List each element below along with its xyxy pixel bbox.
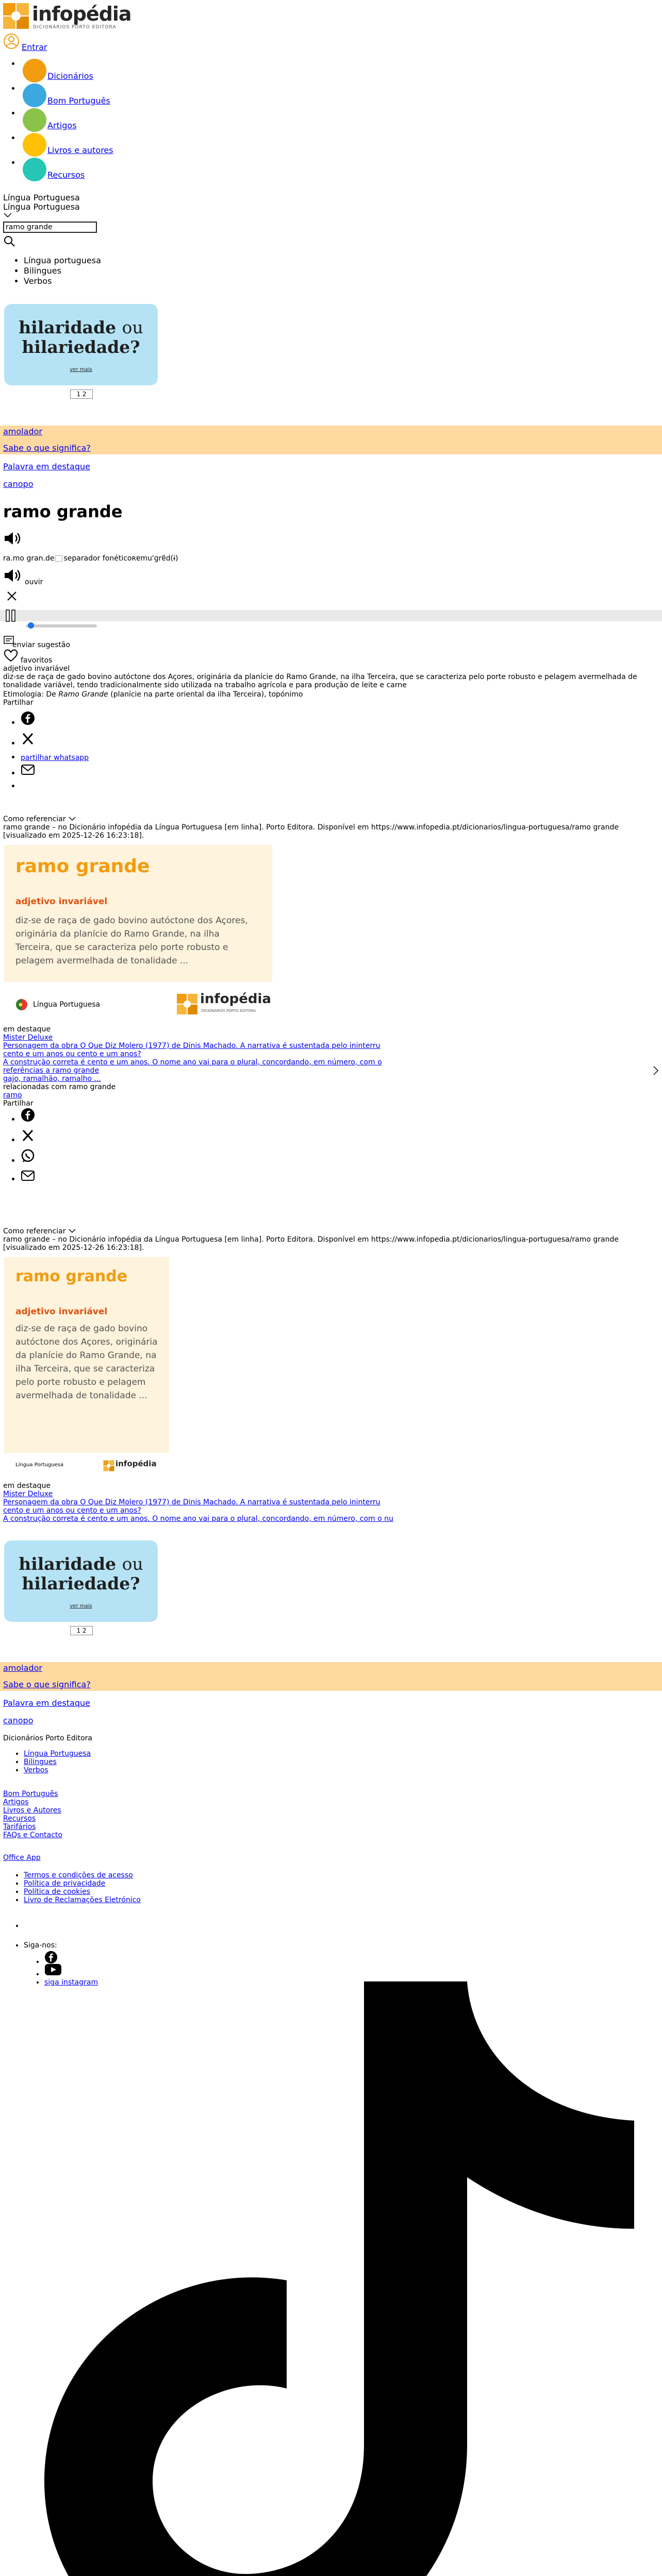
carousel-dots[interactable]: 1 2 [70, 389, 93, 399]
footer-link[interactable]: Tarifários [3, 1823, 36, 1831]
card-brand-sub: DICIONÁRIOS PORTO EDITORA [201, 1009, 256, 1013]
facebook-icon[interactable] [21, 711, 35, 725]
email-icon[interactable] [21, 1170, 35, 1182]
share-email[interactable] [21, 1170, 175, 1190]
footer-dicts [24, 1750, 91, 1774]
office-app-link[interactable]: Office App [3, 1854, 41, 1862]
listen-label[interactable]: ouvir [25, 578, 43, 586]
citation-text: ramo grande – no Dicionário infopédia da Língua Portuguesa [em linha]. Porto Editora. Disponível em https://www.infopedia.pt/dicionarios/lingua-portuguesa/ramo grande [visualizado em 2025-12-26 16:23:18]. [3, 823, 619, 840]
footer-dict-link[interactable]: Língua Portuguesa [24, 1750, 91, 1758]
suggest-link[interactable]: enviar sugestão [12, 641, 71, 649]
destaque-item[interactable]: A construção correta é cento e um anos. O nome ano vai para o plural, concordando, em número, com o nu [3, 1515, 393, 1523]
slider-thumb[interactable] [28, 622, 34, 629]
entry-title: ramo grande [3, 502, 123, 521]
destaque-item[interactable]: cento e um anos ou cento e um anos? [3, 1050, 141, 1058]
share-list [21, 711, 175, 788]
card-title: ramo grande [15, 856, 150, 877]
card-footer [4, 982, 272, 1025]
footer-legal [24, 1871, 141, 1904]
share-label: Partilhar [3, 699, 34, 707]
chevron-right-icon[interactable] [653, 1065, 659, 1076]
syllables: ra.mo gran.de [3, 554, 55, 563]
citation-label[interactable]: Como referenciar [3, 1227, 76, 1236]
email-icon[interactable] [21, 764, 35, 776]
footer-dicts-title: Dicionários Porto Editora [3, 1734, 93, 1742]
youtube-icon[interactable] [44, 1963, 62, 1976]
ipa: ʀɐmu'ɡrɐ̃d(ɨ) [131, 554, 178, 563]
heart-icon[interactable] [3, 648, 19, 663]
share-facebook[interactable] [21, 1108, 175, 1128]
card-title: ramo grande [15, 1267, 128, 1285]
footer-links [3, 1790, 62, 1839]
search-scope-label: Língua Portuguesa [3, 193, 80, 202]
card-language: Língua Portuguesa [33, 1001, 101, 1009]
nav-label[interactable]: • Livros e autores [47, 145, 113, 155]
share-card [4, 845, 272, 1025]
card-pos: adjetivo invariável [15, 896, 108, 907]
featured-label[interactable]: Palavra em destaque [3, 462, 90, 471]
footer-link[interactable]: Bom Português [3, 1790, 58, 1798]
promo-more-link[interactable]: ver mais [70, 1603, 92, 1609]
logo-mark-icon [2, 2, 30, 30]
share-empty [21, 781, 175, 788]
nav-label[interactable]: • Recursos [47, 170, 85, 180]
chevron-down-icon[interactable] [68, 816, 76, 821]
logo-text: infopédia [32, 3, 131, 25]
promo-line1: hilaridade ou [19, 1554, 143, 1574]
promo-card[interactable] [4, 1540, 158, 1622]
nav-item-livros[interactable] [21, 133, 227, 158]
audio-slider[interactable] [26, 624, 97, 628]
citation-text: ramo grande – no Dicionário infopédia da Língua Portuguesa [em linha]. Porto Editora. Disponível em https://www.infopedia.pt/dicionarios/lingua-portuguesa/ramo grande [visualizado em 2025-12-26 16:23:18]. [3, 1235, 619, 1252]
phonetic-line [3, 554, 178, 563]
share-facebook[interactable] [21, 711, 175, 732]
related-word[interactable]: ramo [3, 1091, 22, 1099]
search-icon[interactable] [3, 235, 15, 247]
share-card-small [4, 1257, 169, 1479]
nav-item-bom-portugues[interactable] [21, 83, 227, 108]
etymology: Etimologia: De Ramo Grande (planície na parte oriental da ilha Terceira), topónimo [3, 690, 303, 699]
site-logo[interactable] [2, 2, 131, 32]
part-of-speech: adjetivo invariável [3, 665, 70, 673]
chevron-down-icon[interactable] [68, 1228, 76, 1233]
follow-label: • Siga-nos: [24, 1941, 57, 1950]
x-icon[interactable] [21, 1128, 35, 1143]
search-input[interactable] [3, 222, 97, 233]
featured-label[interactable]: Palavra em destaque [3, 1698, 90, 1708]
nav-label[interactable]: • Artigos [47, 121, 77, 130]
destaque-item[interactable]: cento e um anos ou cento e um anos? [3, 1506, 141, 1515]
legal-link[interactable]: Termos e condições de acesso [24, 1871, 133, 1879]
card-definition: diz-se de raça de gado bovino autóctone dos Açores, originária da planície do Ramo Grande, na ilha Terceira, que se caracteriza pelo porte robusto e pelagem avermelhada de tonalidade ... [15, 916, 248, 966]
tiktok-icon[interactable] [44, 1981, 634, 2576]
card-footer [4, 1453, 169, 1479]
card-brand: infopédia [200, 991, 271, 1007]
footer-dict-link[interactable]: Bilingues [24, 1758, 57, 1766]
destaque-item[interactable]: Personagem da obra O Que Diz Molero (1977) de Dinis Machado. A narrativa é sustentada pelo ininterru [3, 1498, 380, 1506]
quill-icon [23, 83, 46, 107]
quiz-word[interactable]: amolador [3, 427, 42, 436]
resources-icon [23, 158, 46, 181]
user-icon [3, 33, 20, 49]
etymology-term: Ramo Grande [58, 690, 108, 699]
footer-dict-link[interactable]: Verbos [24, 1766, 48, 1774]
related-label: relacionadas com ramo grande [3, 1083, 116, 1091]
destaque-item[interactable]: Personagem da obra O Que Diz Molero (1977) de Dinis Machado. A narrativa é sustentada pelo ininterru [3, 1042, 380, 1050]
logo-mark-icon [103, 1460, 114, 1471]
legal-link[interactable]: Livro de Reclamações Eletrónico [24, 1896, 141, 1904]
quiz-question[interactable]: Sabe o que significa? [3, 443, 91, 453]
speaker-icon[interactable] [3, 531, 22, 546]
share-label: Partilhar [3, 1099, 34, 1108]
login-link[interactable] [3, 33, 47, 54]
word-quiz-band[interactable] [0, 1662, 662, 1691]
audio-progress-bar[interactable] [0, 610, 662, 621]
quiz-question[interactable]: Sabe o que significa? [3, 1680, 91, 1689]
featured-word[interactable]: canopo [3, 1716, 34, 1725]
logo-mark-icon [176, 993, 198, 1015]
speaker-icon[interactable] [3, 568, 22, 583]
search-option[interactable]: • Bilingues [24, 266, 101, 276]
portugal-flag-icon [15, 998, 28, 1011]
facebook-icon[interactable] [44, 1951, 58, 1964]
promo-card[interactable] [4, 304, 158, 385]
destaque-item[interactable]: A construção correta é cento e um anos. O nome ano vai para o plural, concordando, em número, com o [3, 1058, 382, 1066]
instagram-image-alt[interactable]: siga instagram [44, 1978, 98, 1987]
nav-item-recursos[interactable] [21, 158, 227, 182]
promo-line2: hilariedade? [22, 1573, 140, 1594]
pause-icon[interactable] [5, 609, 16, 622]
x-icon[interactable] [21, 732, 35, 746]
whatsapp-image-alt[interactable]: partilhar whatsapp [21, 754, 89, 762]
destaque-label: em destaque [3, 1482, 51, 1490]
article-icon [23, 108, 46, 132]
nav-item-artigos[interactable] [21, 108, 227, 133]
nav-label[interactable]: • Dicionários [47, 71, 93, 81]
promo-more-link[interactable]: ver mais [70, 367, 92, 372]
nav-label[interactable]: • Bom Português [47, 96, 110, 106]
card-language: Língua Portuguesa [15, 1462, 64, 1468]
footer-link[interactable]: FAQs e Contacto [3, 1831, 62, 1839]
card-pos: adjetivo invariável [15, 1307, 108, 1317]
close-icon[interactable] [6, 590, 18, 602]
separator-alt: separador fonético [63, 554, 132, 563]
footer-link[interactable]: Recursos [3, 1815, 36, 1823]
follow-list [24, 1922, 57, 1950]
share-x[interactable] [21, 1128, 175, 1149]
promo-line2: hilariedade? [22, 337, 140, 357]
citation-label[interactable]: Como referenciar [3, 815, 76, 824]
book-icon [23, 59, 46, 82]
share-x[interactable] [21, 732, 175, 752]
logo-subtitle: DICIONÁRIOS PORTO EDITORA [33, 25, 117, 30]
word-quiz-band[interactable] [0, 426, 662, 454]
legal-link[interactable]: Política de privacidade [24, 1879, 106, 1888]
share-whatsapp[interactable] [21, 1149, 175, 1170]
favorites-link[interactable]: favoritos [21, 656, 53, 665]
legal-link[interactable]: Política de cookies [24, 1888, 91, 1896]
footer-link[interactable]: Artigos [3, 1798, 29, 1806]
login-label[interactable]: Entrar [22, 42, 47, 52]
follow-empty [24, 1922, 57, 1941]
share-list [21, 1108, 175, 1190]
share-email[interactable] [21, 764, 175, 781]
main-nav [21, 59, 227, 182]
search-option[interactable]: • Língua portuguesa [24, 256, 101, 266]
destaque-title[interactable]: Mister Deluxe [3, 1490, 53, 1498]
search-options [24, 256, 101, 286]
carousel-dots[interactable]: 1 2 [70, 1626, 93, 1635]
destaque-label: em destaque [3, 1025, 51, 1033]
references-list[interactable]: gajo, ramalhão, ramalho ... [3, 1075, 101, 1083]
featured-word[interactable]: canopo [3, 479, 34, 489]
facebook-icon[interactable] [21, 1108, 35, 1122]
search-option[interactable]: • Verbos [24, 276, 101, 286]
references-label[interactable]: referências a ramo grande [3, 1066, 100, 1075]
footer-link[interactable]: Livros e Autores [3, 1806, 61, 1815]
search-scope-select[interactable]: Língua Portuguesa [3, 202, 80, 212]
card-brand: infopédia [115, 1459, 157, 1468]
separator-image [55, 555, 62, 562]
share-whatsapp[interactable] [21, 752, 175, 764]
books-icon [23, 133, 46, 157]
whatsapp-icon[interactable] [21, 1149, 35, 1163]
promo-line1: hilaridade ou [19, 317, 143, 337]
quiz-word[interactable]: amolador [3, 1663, 42, 1673]
card-definition: diz-se de raça de gado bovino autóctone dos Açores, originária da planície do Ramo Grande, na ilha Terceira, que se caracteriza pelo porte robusto e pelagem avermelhada de tonalidade ... [15, 1324, 158, 1401]
nav-item-dicionarios[interactable] [21, 59, 227, 83]
chevron-down-icon[interactable] [3, 212, 12, 218]
destaque-title[interactable]: Mister Deluxe [3, 1033, 53, 1042]
definition: diz-se de raça de gado bovino autóctone dos Açores, originária da planície do Ramo Grande, na ilha Terceira, que se caracteriza pelo porte robusto e pelagem avermelhada de tonalidade variável, tendo tradicionalmente sido utilizada na trabalho agrícola e para produção de leite e carne [3, 673, 637, 689]
